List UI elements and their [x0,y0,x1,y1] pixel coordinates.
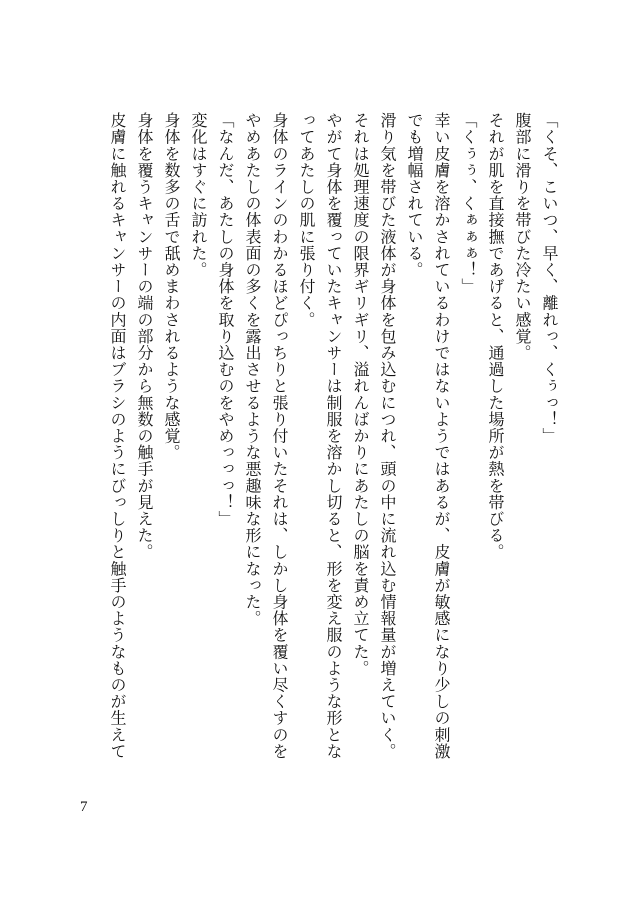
text-line: 幸い皮膚を溶かされているわけではないようではあるが、皮膚が敏感になり少しの刺激 [432,112,451,760]
text-line: 「なんだ、あたしの身体を取り込むのをやめっっっ！」 [216,112,235,527]
text-line: 身体のラインのわかるほどぴっちりと張り付いたそれは、しかし身体を覆い尽くすのを [270,112,289,760]
text-line: 変化はすぐに訪れた。 [189,112,208,278]
text-line: 身体を覆うキャンサーの端の部分から無数の触手が見えた。 [135,112,154,561]
text-line: 皮膚に触れるキャンサーの内面はブラシのようにびっしりと触手のようなものが生えて [108,112,127,760]
text-line: でも増幅されている。 [405,112,424,278]
text-line: やめあたしの体表面の多くを露出させるような悪趣味な形になった。 [243,112,262,627]
text-line: 腹部に滑りを帯びた冷たい感覚。 [513,112,532,361]
text-line: 「くぅぅ、くぁぁぁ！」 [459,112,478,295]
text-line: 身体を数多の舌で舐めまわされるような感覚。 [162,112,181,461]
text-line: 滑り気を帯びた液体が身体を包み込むにつれ、頭の中に流れ込む情報量が増えていく。 [378,112,397,760]
text-line: 「くそ、こいつ、早く、離れっ、くぅっ！」 [540,112,559,444]
text-line: ってあたしの肌に張り付く。 [297,112,316,328]
page-number: 7 [80,799,88,815]
text-line: やがて身体を覆っていたキャンサーは制服を溶かし切ると、形を変え服のような形とな [324,112,343,760]
text-line: それは処理速度の限界ギリギリ、溢れんばかりにあたしの脳を責め立てた。 [351,112,370,677]
vertical-text-body [63,112,563,780]
text-line: それが肌を直接撫であげると、通過した場所が熱を帯びる。 [486,112,505,561]
